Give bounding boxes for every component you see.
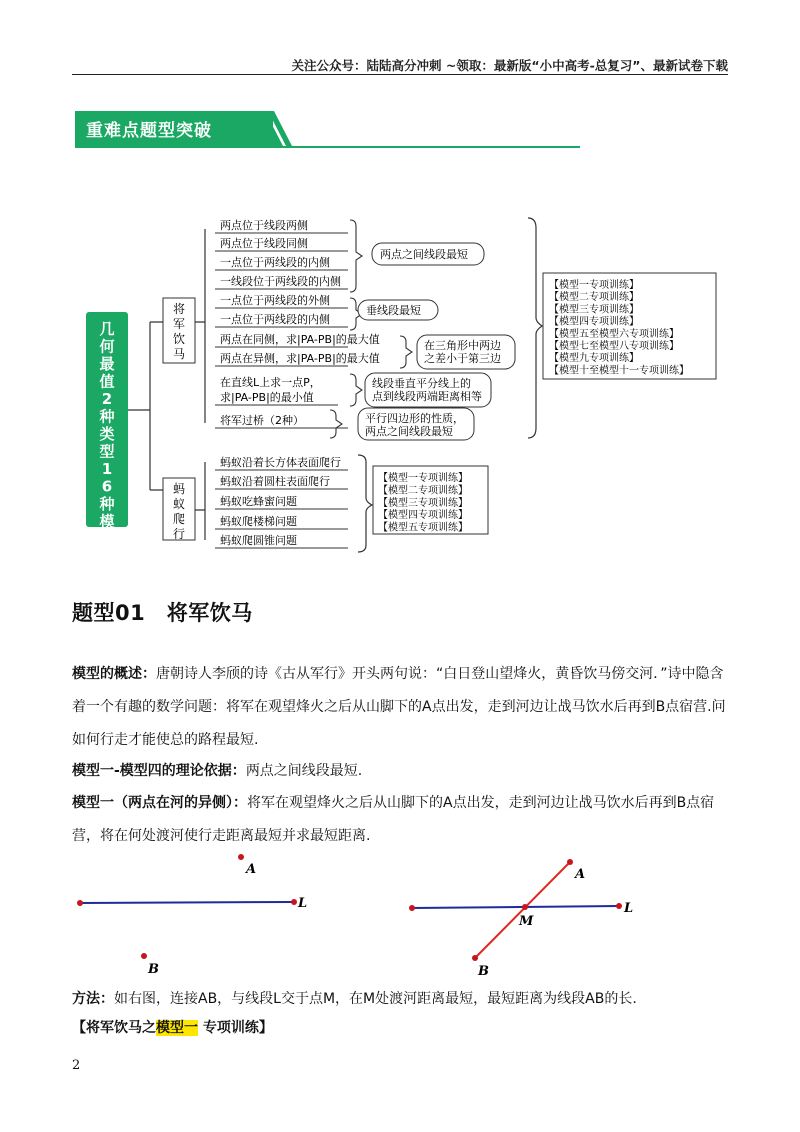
jjym-item-list	[215, 218, 380, 428]
overview-label: 模型的概述：	[72, 666, 156, 682]
jjym-item: 两点位于线段同侧	[220, 237, 308, 250]
model1-text: 将军在观望烽火之后从山脚下的A点出发，走到河边让战马饮水后再到B点宿营，将在何处渡河使行走距离最短并求最短距离.	[72, 795, 715, 844]
fig1-line-L	[80, 902, 294, 903]
figures	[60, 845, 740, 980]
mypx-training-item: 【模型二专项训练】	[378, 485, 468, 497]
basis-paragraph	[72, 755, 732, 788]
fig1-label-A: A	[246, 862, 257, 877]
jjym-item: 两点在同侧，求|PA-PB|的最大值	[220, 333, 380, 346]
branch-label: 将军饮马	[172, 302, 186, 361]
model1-label: 模型一（两点在河的异侧）：	[72, 795, 247, 811]
method-label: 方法：	[72, 991, 114, 1007]
training-rest: 专项训练】	[198, 1020, 273, 1036]
jjym-training-item: 【模型九专项训练】	[549, 353, 639, 365]
fig1-point-B	[141, 953, 147, 959]
fig2-label-A: A	[575, 867, 586, 882]
note-text: 在三角形中两边之差小于第三边	[424, 339, 501, 365]
basis-label: 模型一-模型四的理论依据：	[72, 763, 246, 779]
mypx-item: 蚂蚁爬圆锥问题	[220, 534, 297, 547]
mypx-training-item: 【模型一专项训练】	[378, 473, 468, 484]
fig2-point-B	[472, 955, 478, 961]
fig2-endpoint	[409, 905, 415, 911]
mypx-item: 蚂蚁吃蜂蜜问题	[220, 495, 297, 508]
note-text: 垂线段最短	[366, 304, 421, 317]
fig1-point-A	[238, 854, 244, 860]
training-open: 【将军饮马之	[72, 1020, 156, 1036]
overview-paragraph	[72, 658, 732, 757]
fig1-label-L: L	[298, 896, 308, 911]
mypx-training-item: 【模型五专项训练】	[378, 522, 468, 534]
fig1-label-B: B	[148, 962, 159, 977]
mindmap-root-text: 几何最值 2 种类型 1 6 种模型	[99, 320, 115, 548]
mypx-item: 蚂蚁沿着长方体表面爬行	[220, 456, 341, 469]
mypx-item: 蚂蚁爬楼梯问题	[220, 515, 297, 528]
fig2-line-L	[412, 906, 619, 908]
mypx-training-list	[378, 471, 468, 534]
method-text: 如右图，连接AB，与线段L交于点M，在M处渡河距离最短，最短距离为线段AB的长.	[114, 991, 637, 1007]
jjym-training-item: 【模型三专项训练】	[549, 304, 639, 316]
jjym-item: 两点在异侧，求|PA-PB|的最大值	[220, 352, 380, 365]
fig2-label-M: M	[519, 914, 534, 929]
jjym-training-item: 【模型七至模型八专项训练】	[549, 341, 679, 352]
fig1-endpoint	[77, 900, 83, 906]
header-text: 关注公众号：陆陆高分冲刺 ~领取：最新版“小中高考-总复习”、最新试卷下载	[291, 58, 728, 73]
fig2-endpoint	[616, 903, 622, 909]
overview-text: 唐朝诗人李颀的诗《古从军行》开头两句说：“白日登山望烽火，黄昏饮马傍交河．”诗中隐含着一个有趣的数学问题：将军在观望烽火之后从山脚下的A点出发，走到河边让战马饮水后再到B点宿营.问如何行走才能使总的路程最短.	[72, 666, 726, 748]
fig2-label-L: L	[624, 901, 634, 916]
page-number: 2	[72, 1058, 81, 1073]
jjym-item-cont: 求|PA-PB|的最小值	[220, 391, 314, 404]
jjym-notes	[330, 220, 515, 440]
training-heading	[72, 1012, 732, 1045]
mypx-item-list	[215, 455, 348, 548]
fig2-label-B: B	[478, 964, 489, 979]
mypx-training-item: 【模型三专项训练】	[378, 497, 468, 509]
model1-paragraph	[72, 787, 732, 853]
fig1-endpoint	[291, 899, 297, 905]
training-highlight: 模型一	[156, 1020, 198, 1036]
type-heading: 题型01 将军饮马	[72, 601, 253, 625]
jjym-item: 一点位于两线段的内侧	[220, 256, 330, 269]
jjym-item: 将军过桥（2种）	[220, 414, 304, 427]
jjym-item: 一点位于两线段的外侧	[220, 294, 330, 307]
note-text: 线段垂直平分线上的点到线段两端距离相等	[372, 377, 482, 403]
note-text: 平行四边形的性质，两点之间线段最短	[365, 412, 464, 438]
jjym-training-item: 【模型一专项训练】	[549, 280, 639, 291]
section-banner-title: 重难点题型突破	[86, 121, 212, 141]
branch-labels	[173, 301, 185, 541]
jjym-training-item: 【模型四专项训练】	[549, 316, 639, 328]
jjym-item: 两点位于线段两侧	[220, 219, 308, 232]
branch-label: 蚂蚁爬行	[172, 482, 186, 541]
jjym-training-item: 【模型五至模型六专项训练】	[549, 328, 679, 340]
jjym-item: 一线段位于两线段的内侧	[220, 275, 341, 288]
basis-text: 两点之间线段最短.	[245, 763, 363, 779]
fig2-point-A	[567, 859, 573, 865]
jjym-item: 在直线L上求一点P，	[220, 376, 321, 389]
mypx-training-item: 【模型四专项训练】	[378, 510, 468, 522]
jjym-training-item: 【模型二专项训练】	[549, 292, 639, 304]
mypx-item: 蚂蚁沿着圆柱表面爬行	[220, 475, 330, 488]
jjym-training-item: 【模型十至模型十一专项训练】	[549, 365, 689, 377]
note-text: 两点之间线段最短	[380, 248, 468, 261]
fig2-segment-AB	[475, 862, 570, 958]
jjym-item: 一点位于两线段的内侧	[220, 313, 330, 326]
fig2-point-M	[522, 904, 528, 910]
